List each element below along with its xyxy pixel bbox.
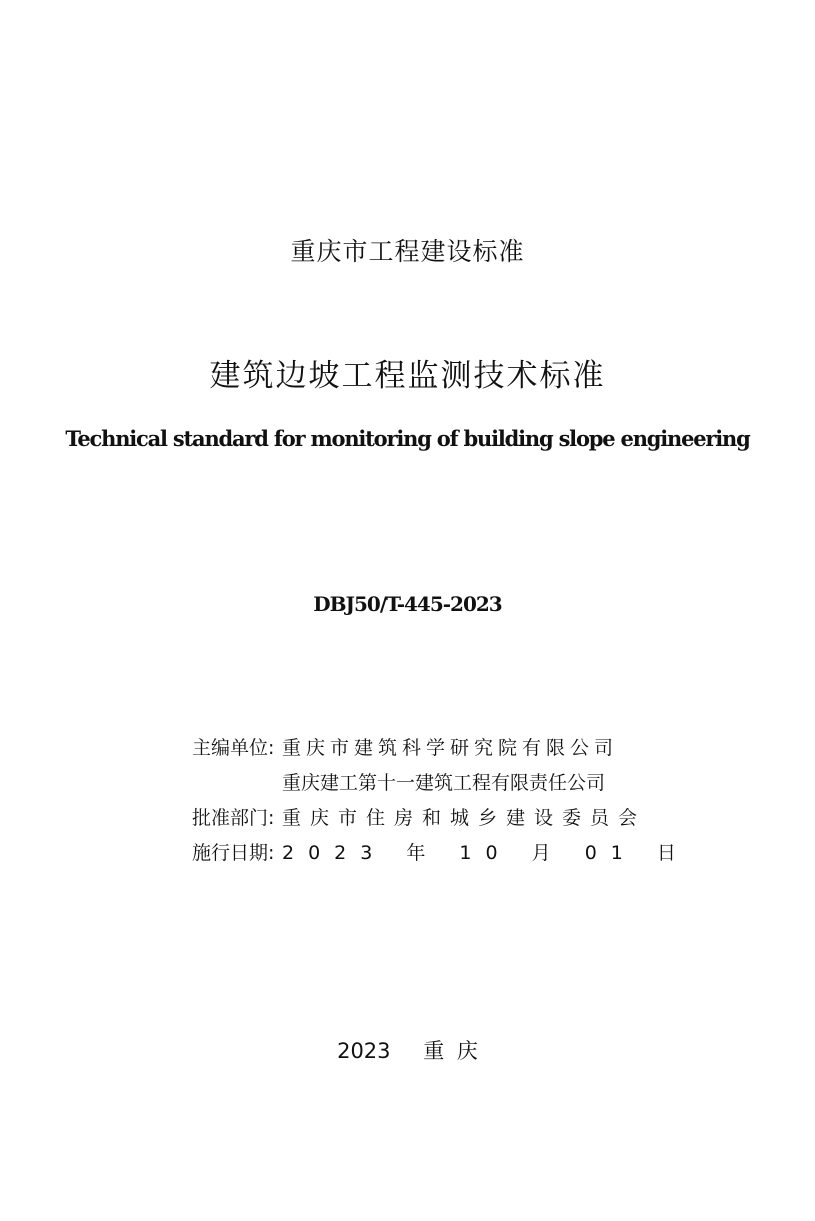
editor-row (192, 731, 690, 766)
approver-row (192, 801, 690, 836)
standard-code: DBJ50/T-445-2023 (313, 592, 502, 616)
english-title: Technical standard for monitoring of building slope engineering (65, 426, 750, 451)
indent-spacer (192, 766, 282, 801)
main-title: 建筑边坡工程监测技术标准 (209, 358, 606, 394)
footer-city: 重 庆 (423, 1039, 478, 1063)
info-block (192, 731, 690, 871)
approver-label: 批准部门: (192, 807, 275, 829)
approver-value: 重庆市住房和城乡建设委员会 (282, 807, 647, 829)
date-value: 2023 年 10 月 01 日 (282, 842, 690, 864)
footer (0, 1035, 815, 1065)
editor-value-1: 重庆市建筑科学研究院有限公司 (282, 737, 619, 759)
editor-value-2: 重庆建工第十一建筑工程有限责任公司 (282, 772, 606, 794)
editor-row-2 (192, 766, 690, 801)
footer-year: 2023 (337, 1039, 391, 1063)
editor-label: 主编单位: (192, 737, 275, 759)
series-title: 重庆市工程建设标准 (290, 237, 525, 266)
date-label: 施行日期: (192, 842, 275, 864)
date-row (192, 836, 690, 871)
